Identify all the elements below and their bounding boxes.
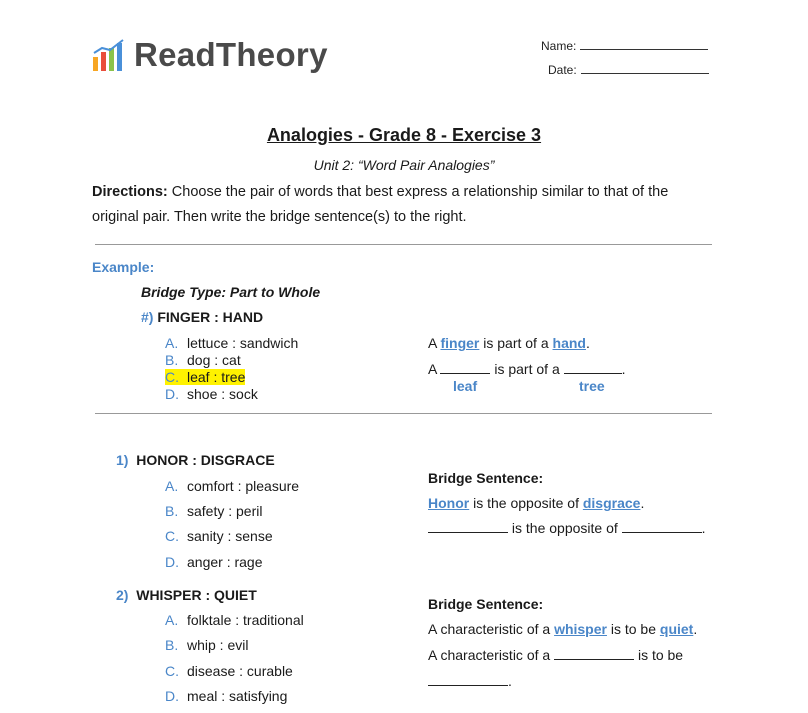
date-label: Date:	[548, 63, 577, 77]
example-bridge-type: Bridge Type: Part to Whole	[141, 284, 321, 300]
q1-option-b[interactable]: B. safety : peril	[165, 503, 263, 519]
example-number: #)	[141, 309, 154, 325]
example-word-hand: hand	[552, 335, 586, 351]
unit-subtitle: Unit 2: “Word Pair Analogies”	[313, 157, 495, 173]
example-sentence-1: A finger is part of a hand.	[428, 335, 590, 351]
example-answer-tree: tree	[579, 378, 605, 394]
example-sentence-2: A is part of a .	[428, 361, 626, 377]
example-pair-text: FINGER : HAND	[157, 309, 264, 325]
q2-blank-1[interactable]	[554, 647, 634, 660]
q1-option-a[interactable]: A. comfort : pleasure	[165, 478, 300, 494]
q2-word-whisper: whisper	[554, 621, 607, 637]
q2-option-b[interactable]: B. whip : evil	[165, 637, 249, 653]
example-option-b: B. dog : cat	[165, 352, 241, 368]
directions	[92, 180, 712, 230]
name-field[interactable]	[541, 38, 708, 53]
question-2-number: 2)	[116, 587, 129, 603]
q1-bridge-label: Bridge Sentence:	[428, 470, 544, 486]
q2-blank-2[interactable]	[428, 673, 508, 686]
q1-option-d[interactable]: D. anger : rage	[165, 554, 263, 570]
q2-word-quiet: quiet	[659, 621, 694, 637]
name-line[interactable]	[580, 38, 708, 50]
name-label: Name:	[541, 39, 577, 53]
q1-blank-2[interactable]	[622, 520, 702, 533]
q2-option-d[interactable]: D. meal : satisfying	[165, 688, 288, 704]
q1-option-c[interactable]: C. sanity : sense	[165, 528, 273, 544]
example-label: Example:	[92, 259, 155, 275]
readtheory-logo	[92, 36, 328, 74]
q1-sentence-1: Honor is the opposite of disgrace.	[428, 495, 645, 511]
date-line[interactable]	[581, 62, 709, 74]
example-option-a: A. lettuce : sandwich	[165, 335, 299, 351]
q2-option-c[interactable]: C. disease : curable	[165, 663, 293, 679]
divider-example	[95, 413, 712, 414]
question-2-pair: 2) WHISPER : QUIET	[116, 587, 257, 603]
q2-sentence-2: A characteristic of a is to be	[428, 647, 684, 663]
example-answer-leaf: leaf	[453, 378, 478, 394]
q1-blank-1[interactable]	[428, 520, 508, 533]
directions-text: Choose the pair of words that best express a relationship similar to that of the original pair. Then write the bridge sentence(s) to the right.	[92, 184, 669, 225]
q1-sentence-2: is the opposite of .	[428, 520, 706, 536]
example-word-finger: finger	[440, 335, 480, 351]
page-title: Analogies - Grade 8 - Exercise 3	[266, 125, 542, 145]
q2-sentence-1: A characteristic of a whisper is to be quiet.	[428, 621, 698, 637]
logo-text: ReadTheory	[134, 36, 328, 73]
question-1-number: 1)	[116, 452, 129, 468]
divider-top	[95, 244, 712, 245]
q2-sentence-2-cont: .	[428, 673, 512, 689]
bar-chart-logo-icon	[92, 39, 126, 71]
question-1-pair: 1) HONOR : DISGRACE	[116, 452, 275, 468]
date-field[interactable]	[548, 62, 709, 77]
example-pair	[141, 309, 263, 325]
example-option-d: D. shoe : sock	[165, 386, 258, 402]
q1-word-disgrace: disgrace	[582, 495, 641, 511]
example-option-c: C. leaf : tree	[165, 369, 246, 385]
directions-label: Directions:	[92, 184, 168, 200]
q2-bridge-label: Bridge Sentence:	[428, 596, 544, 612]
q2-option-a[interactable]: A. folktale : traditional	[165, 612, 304, 628]
q1-word-honor: Honor	[428, 495, 470, 511]
